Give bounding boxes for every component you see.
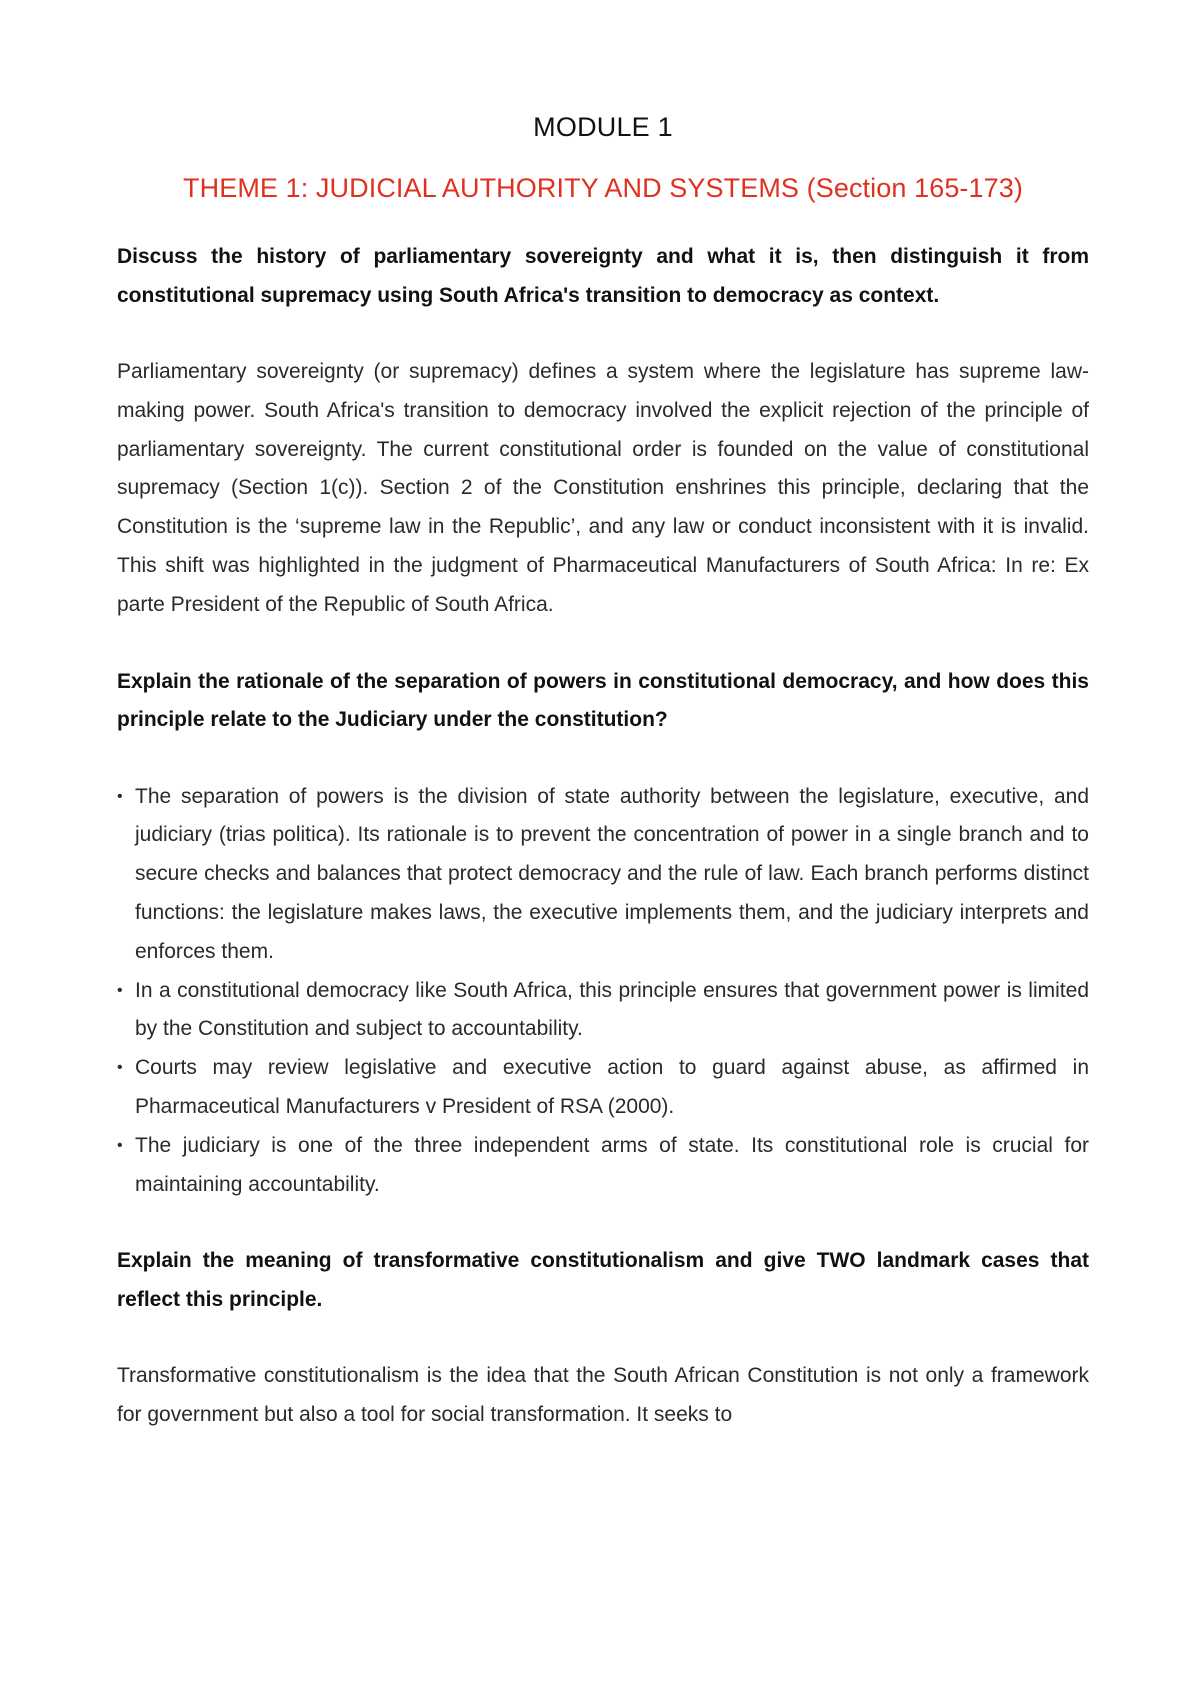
- list-item: [117, 1049, 1089, 1127]
- list-item-text: The separation of powers is the division of state authority between the legislature, executive, and judiciary (trias politica). Its rationale is to prevent the concentration of power in a single branch and to secure checks and balances that protect democracy and the rule of law. Each branch performs distinct functions: the legislature makes laws, the executive implements them, and the judiciary interprets and enforces them.: [135, 784, 1089, 963]
- bullet-icon: •: [117, 1136, 123, 1154]
- separation-of-powers-list: [117, 778, 1089, 1205]
- list-item: [117, 1127, 1089, 1205]
- bullet-icon: •: [117, 981, 123, 999]
- answer-transformative-constitutionalism: Transformative constitutionalism is the idea that the South African Constitution is not only a framework for government but also a tool for social transformation. It seeks to: [117, 1364, 1089, 1427]
- list-item-text: The judiciary is one of the three independent arms of state. Its constitutional role is crucial for maintaining accountability.: [135, 1133, 1089, 1196]
- question-separation-of-powers: Explain the rationale of the separation of powers in constitutional democracy, and how does this principle relate to the Judiciary under the constitution?: [117, 669, 1089, 732]
- answer-parliamentary-sovereignty: Parliamentary sovereignty (or supremacy) defines a system where the legislature has supreme law-making power. South Africa's transition to democracy involved the explicit rejection of the principle of parliamentary sovereignty. The current constitutional order is founded on the value of constitutional supremacy (Section 1(c)). Section 2 of the Constitution enshrines this principle, declaring that the Constitution is the ‘supreme law in the Republic’, and any law or conduct inconsistent with it is invalid. This shift was highlighted in the judgment of Pharmaceutical Manufacturers of South Africa: In re: Ex parte President of the Republic of South Africa.: [117, 360, 1089, 616]
- bullet-icon: •: [117, 1059, 123, 1077]
- list-item-text: Courts may review legislative and executive action to guard against abuse, as affirmed in Pharmaceutical Manufacturers v President of RSA (2000).: [135, 1056, 1089, 1118]
- document-page: [117, 112, 1089, 1473]
- list-item-text: In a constitutional democracy like South Africa, this principle ensures that government power is limited by the Constitution and subject to accountability.: [135, 978, 1089, 1041]
- list-item: [117, 778, 1089, 972]
- question-parliamentary-sovereignty: Discuss the history of parliamentary sovereignty and what it is, then distinguish it from constitutional supremacy using South Africa's transition to democracy as context.: [117, 245, 1089, 307]
- question-transformative-constitutionalism: Explain the meaning of transformative constitutionalism and give TWO landmark cases that reflect this principle.: [117, 1249, 1089, 1311]
- module-title: MODULE 1: [533, 112, 673, 142]
- theme-title: THEME 1: JUDICIAL AUTHORITY AND SYSTEMS (Section 165-173): [183, 173, 1023, 203]
- list-item: [117, 972, 1089, 1050]
- bullet-icon: •: [117, 787, 123, 805]
